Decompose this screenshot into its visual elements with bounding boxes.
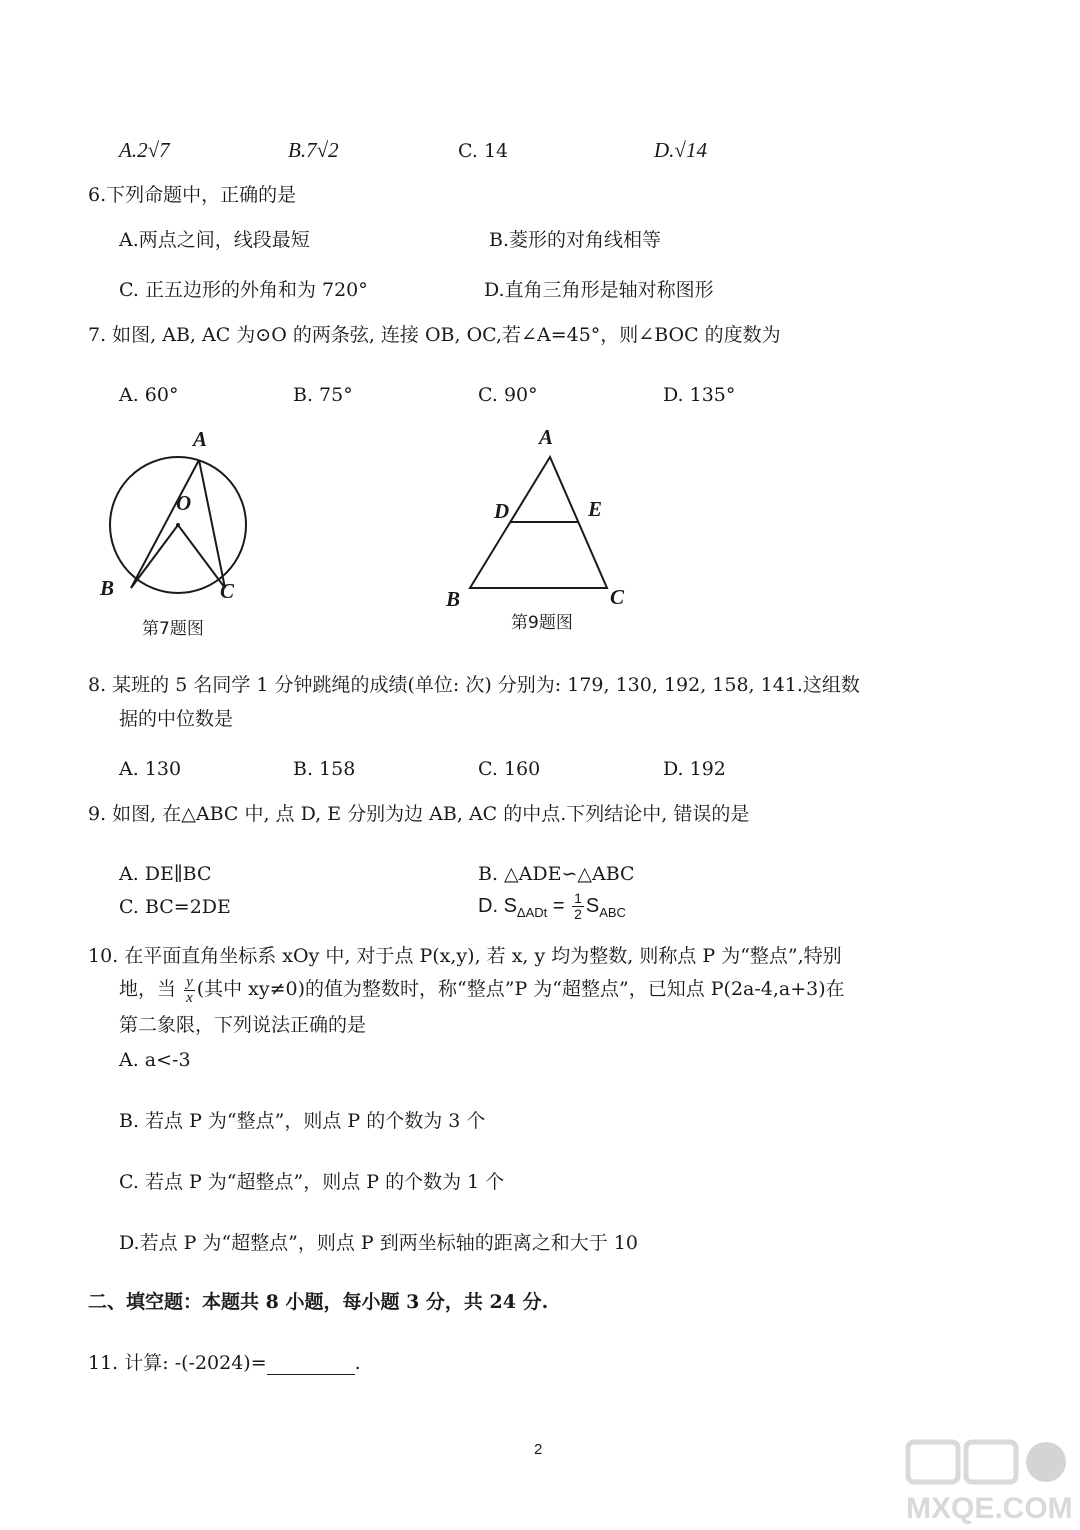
q9-option-d-numerator: 1: [574, 890, 582, 907]
q10-stem-line2: [119, 972, 845, 1006]
q6-stem: 6.下列命题中，正确的是: [88, 184, 297, 206]
figure-9-diagram: [440, 420, 640, 610]
q11: [88, 1351, 361, 1375]
q9-option-d: [478, 888, 626, 931]
q8-option-a: A. 130: [119, 758, 182, 780]
q10-option-b: B. 若点 P 为“整点”，则点 P 的个数为 3 个: [119, 1110, 486, 1132]
q5-option-a: [119, 138, 170, 162]
q5-option-d-letter: D.: [654, 138, 675, 162]
figure-9-label-e: E: [588, 497, 603, 521]
figure-9-label-c: C: [610, 585, 625, 609]
figure-9-label-b: B: [446, 587, 461, 610]
q10-fraction-y-over-x: [184, 975, 195, 1006]
q9-option-d-sub2: ABC: [599, 905, 626, 920]
q9-option-d-fraction: [572, 891, 584, 922]
q10-option-d: D.若点 P 为“超整点”，则点 P 到两坐标轴的距离之和大于 10: [119, 1232, 638, 1254]
q9-option-d-sub1: ΔADt: [516, 905, 548, 920]
q5-option-d: [654, 138, 707, 162]
figure-7-label-b: B: [100, 576, 115, 600]
q10-stem-line1: 10. 在平面直角坐标系 xOy 中, 对于点 P(x,y), 若 x, y 均为整数, 则称点 P 为“整点”,特别: [88, 945, 842, 967]
q9-option-d-denominator: 2: [574, 906, 582, 923]
q9-option-c: C. BC=2DE: [119, 896, 231, 918]
watermark-text: MXQE.COM: [906, 1492, 1073, 1525]
figure-7-center-point: [176, 523, 180, 527]
q10-stem-line2-prefix: 地，当: [119, 978, 177, 1000]
q7-option-c: C. 90°: [478, 384, 538, 406]
q9-option-a: A. DE∥BC: [119, 863, 212, 885]
figure-7-chord-ab: [131, 460, 199, 588]
q10-option-c: C. 若点 P 为“超整点”，则点 P 的个数为 1 个: [119, 1171, 505, 1193]
q9-option-b: B. △ADE∽△ABC: [478, 863, 635, 885]
q5-option-d-value: √14: [674, 138, 707, 162]
q8-stem-line1: 8. 某班的 5 名同学 1 分钟跳绳的成绩(单位: 次) 分别为: 179, 130, 192, 158, 141.这组数: [88, 674, 860, 696]
q11-period: .: [354, 1352, 361, 1374]
q6-option-c: C. 正五边形的外角和为 720°: [119, 279, 368, 301]
figure-7: [90, 420, 270, 610]
q5-option-b-value: 7√2: [306, 138, 339, 162]
figure-7-chord-ac: [199, 460, 225, 588]
figure-9-label-a: A: [539, 425, 554, 449]
q8-stem-line2: 据的中位数是: [119, 708, 234, 730]
watermark-logo-graphic: [900, 1438, 1076, 1526]
q8-option-d: D. 192: [663, 758, 726, 780]
figure-7-label-c: C: [220, 579, 235, 603]
q10-stem-line2-suffix: (其中 xy≠0)的值为整数时，称“整点”P 为“超整点”，已知点 P(2a-4,a+3)在: [196, 978, 845, 1000]
figure-7-diagram: [90, 420, 270, 610]
q10-stem-line3: 第二象限，下列说法正确的是: [119, 1014, 367, 1036]
q7-option-b: B. 75°: [293, 384, 353, 406]
q5-option-b-letter: B.: [288, 138, 307, 162]
figure-9-caption: 第9题图: [511, 613, 573, 633]
q7-option-d: D. 135°: [663, 384, 736, 406]
figure-7-segment-ob: [131, 525, 178, 588]
q8-option-b: B. 158: [293, 758, 356, 780]
q6-option-d: D.直角三角形是轴对称图形: [484, 279, 714, 301]
q9-stem: 9. 如图, 在△ABC 中, 点 D, E 分别为边 AB, AC 的中点.下列结论中, 错误的是: [88, 803, 750, 825]
q8-option-c: C. 160: [478, 758, 541, 780]
q6-option-a: A.两点之间，线段最短: [119, 229, 310, 251]
figure-9: [440, 420, 640, 610]
q9-option-d-equals: =: [547, 895, 571, 917]
figure-7-label-o: O: [176, 491, 192, 515]
q7-stem: 7. 如图, AB, AC 为⊙O 的两条弦, 连接 OB, OC,若∠A=45°，则∠BOC 的度数为: [88, 324, 781, 346]
q5-option-c: C. 14: [458, 140, 509, 162]
q5-option-a-value: 2√7: [137, 138, 170, 162]
q9-option-d-s1: S: [503, 895, 517, 917]
watermark-logo: [900, 1438, 1076, 1526]
q9-option-d-s2: S: [585, 895, 600, 917]
q10-option-a: A. a<-3: [119, 1049, 191, 1071]
q10-fraction-numerator: y: [186, 973, 193, 990]
q11-answer-blank: [267, 1356, 355, 1375]
q9-option-d-letter: D.: [478, 895, 498, 917]
figure-7-label-a: A: [193, 427, 208, 451]
page-number: 2: [534, 1441, 543, 1458]
q6-option-b: B.菱形的对角线相等: [489, 229, 662, 251]
figure-7-caption: 第7题图: [142, 619, 204, 639]
section-2-heading: 二、填空题：本题共 8 小题，每小题 3 分，共 24 分.: [88, 1291, 549, 1313]
q7-option-a: A. 60°: [119, 384, 179, 406]
q5-option-b: [288, 138, 339, 162]
q10-fraction-denominator: x: [186, 989, 193, 1006]
q11-stem: 11. 计算: -(-2024)=: [88, 1352, 267, 1374]
figure-9-label-d: D: [494, 499, 510, 523]
q5-option-a-letter: A.: [119, 138, 138, 162]
